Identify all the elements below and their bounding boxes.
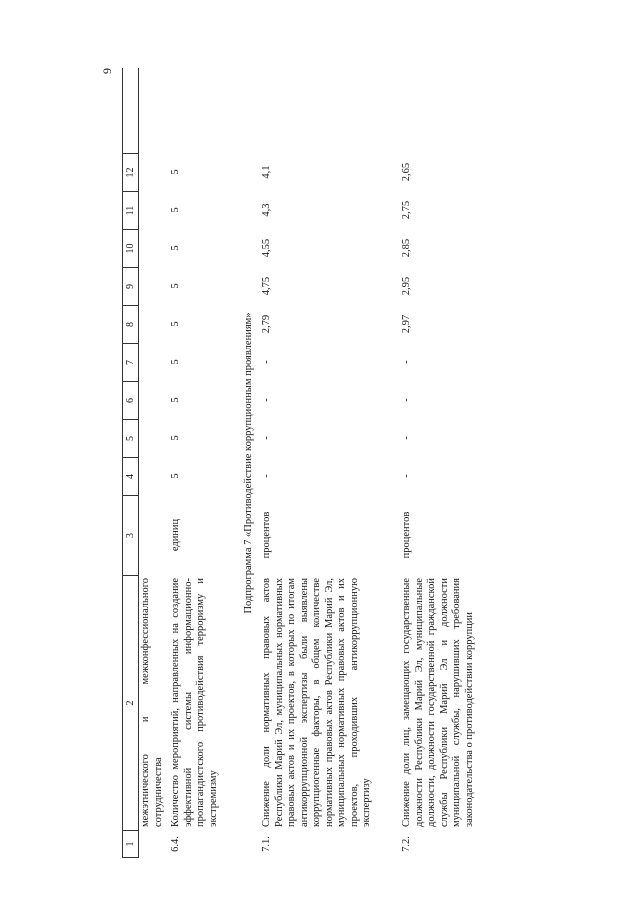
table-row	[139, 68, 163, 858]
header-cell: 4	[123, 457, 138, 495]
header-cell: 11	[123, 191, 138, 229]
table-header	[122, 68, 139, 858]
header-cell: 3	[123, 495, 138, 575]
row-number: 7.1.	[261, 836, 272, 852]
table-row	[163, 68, 237, 858]
row-value: 2,79	[261, 314, 272, 334]
row-value: 2,85	[401, 238, 412, 258]
row-value: 2,95	[401, 276, 412, 296]
row-value: 2,65	[401, 162, 412, 182]
row-value: 4,75	[261, 276, 272, 296]
header-cell: 12	[123, 153, 138, 191]
row-value: 2,97	[401, 314, 412, 334]
header-cell: 1	[123, 830, 138, 858]
subprogram-title: Подпрограмма 7 «Противодействие коррупционным проявлениям»	[243, 312, 254, 614]
page-number: 9	[100, 68, 114, 74]
header-cell: 6	[123, 381, 138, 419]
table-row	[260, 68, 400, 858]
header-cell: 5	[123, 419, 138, 457]
row-value: 5	[170, 207, 181, 213]
row-value: 5	[170, 359, 181, 365]
row-number: 6.4.	[170, 836, 181, 852]
row-value: 5	[170, 169, 181, 175]
table-row	[400, 68, 515, 858]
row-unit	[139, 495, 163, 575]
row-description: межэтнического и межконфессионального сотрудничества	[140, 578, 164, 827]
row-value: 5	[170, 245, 181, 251]
row-value: -	[401, 360, 412, 364]
row-value: 5	[170, 283, 181, 289]
row-value: -	[401, 398, 412, 402]
row-value: 2,75	[401, 200, 412, 220]
row-number: 7.2.	[401, 836, 412, 852]
header-cell: 2	[123, 575, 138, 830]
row-value: 5	[170, 473, 181, 479]
row-description: Снижение доли лиц, замещающих государственные должности Республики Марий Эл, муниципальные должности, должности государственной гражданской службы Республики Марий Эл и должности муниципальной службы, нарушивших требования законодательства о противодействии коррупции	[401, 578, 475, 827]
row-value: 5	[170, 321, 181, 327]
row-description: Количество мероприятий, направленных на создание эффективной системы информационно-пропагандистского противодействия терроризму и экстремизму	[170, 578, 219, 827]
header-cell: 9	[123, 267, 138, 305]
row-value: -	[261, 436, 272, 440]
header-cell: 7	[123, 343, 138, 381]
row-value: -	[261, 474, 272, 478]
row-description: Снижение доли нормативных правовых актов Республики Марий Эл, муниципальных нормативных правовых актов и их проектов, в которых по итогам антикоррупционной экспертизы были выявлены коррупциогенные факторы, в общем количестве нормативных правовых актов Республики Марий Эл, муниципальных нормативных правовых актов и их проектов, проходивших антикоррупционную экспертизу	[261, 578, 372, 827]
row-value: -	[401, 474, 412, 478]
row-value: 4,55	[261, 238, 272, 258]
row-unit: процентов	[401, 511, 412, 559]
row-unit: единиц	[170, 518, 181, 552]
row-value: -	[261, 398, 272, 402]
row-value: -	[401, 436, 412, 440]
row-value: -	[261, 360, 272, 364]
header-cell: 10	[123, 229, 138, 267]
rotated-table	[122, 68, 639, 858]
header-cell: 8	[123, 305, 138, 343]
row-value: 4,3	[261, 203, 272, 217]
row-value: 4,1	[261, 165, 272, 179]
row-value: 5	[170, 435, 181, 441]
row-number	[139, 830, 163, 858]
row-value: 5	[170, 397, 181, 403]
row-unit: процентов	[261, 511, 272, 559]
